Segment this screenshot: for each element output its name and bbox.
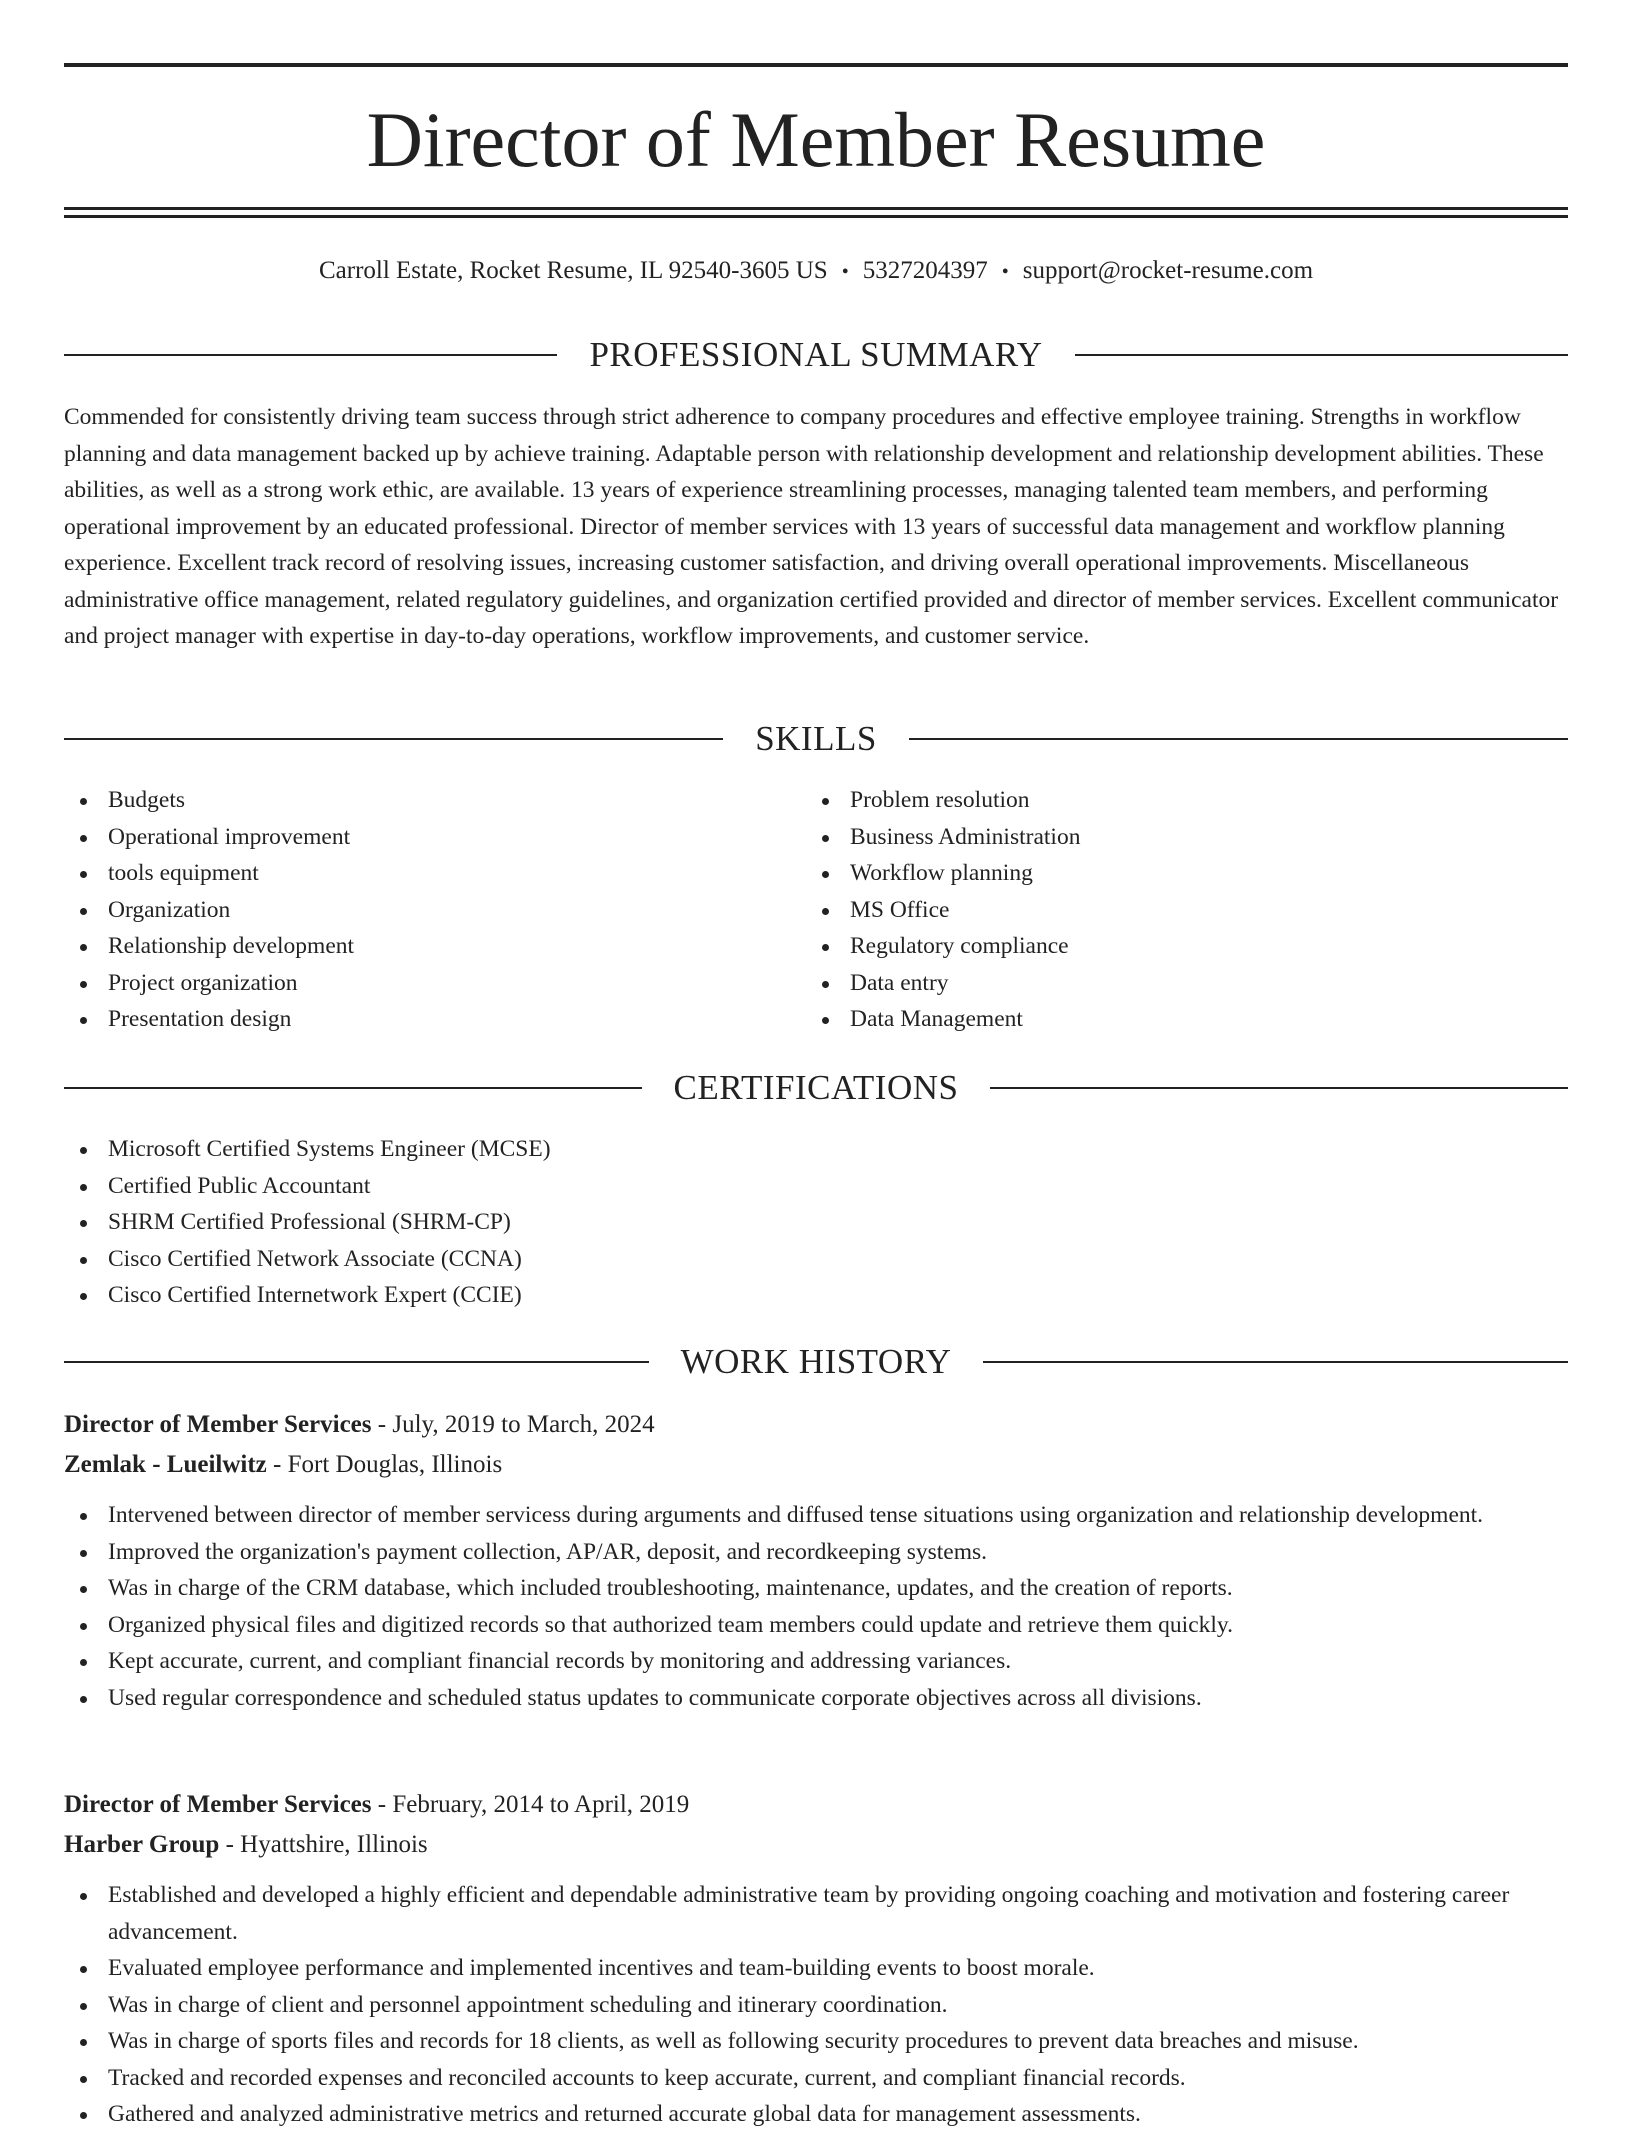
job-bullet: Improved the organization's payment collection, AP/AR, deposit, and recordkeeping systems. [64,1534,1568,1571]
skill-item: Operational improvement [64,819,804,856]
job-company-line [64,1445,1568,1485]
skills-list-left [64,782,804,1038]
skill-item: Presentation design [64,1001,804,1038]
section-header-certifications [64,1066,1568,1110]
skills-list-right [806,782,1546,1038]
resume-title: Director of Member Resume [366,96,1266,183]
section-rule [64,354,557,356]
job-company-line [64,1825,1568,1865]
job-bullet: Used regular correspondence and scheduled status updates to communicate corporate objectives across all divisions. [64,1680,1568,1717]
section-header-summary [64,333,1568,377]
skill-item: Relationship development [64,928,804,965]
job-title: Director of Member Services [64,1411,372,1438]
skill-item: tools equipment [64,855,804,892]
certification-item: Cisco Certified Internetwork Expert (CCIE) [64,1277,1568,1314]
skill-item: Regulatory compliance [806,928,1546,965]
title-rule-lower [64,215,1568,218]
section-rule [64,738,723,740]
job-bullet: Was in charge of the CRM database, which included troubleshooting, maintenance, updates, and the creation of reports. [64,1570,1568,1607]
top-rule [64,63,1568,67]
skill-item: Data entry [806,965,1546,1002]
job-title: Director of Member Services [64,1791,372,1818]
contact-phone: 5327204397 [862,257,988,284]
job-dates: - July, 2019 to March, 2024 [371,1411,655,1438]
job-entry [64,1785,1568,2133]
section-title-summary: PROFESSIONAL SUMMARY [589,335,1043,374]
summary-text: Commended for consistently driving team success through strict adherence to company procedures and effective employee training. Strengths in workflow planning and data management backed up by achieve training. Adaptable person with relationship development and relationship development abilities. These abilities, as well as a strong work ethic, are available. 13 years of experience streamlining processes, managing talented team members, and performing operational improvement by an educated professional. Director of member services with 13 years of successful data management and workflow planning experience. Excellent track record of resolving issues, increasing customer satisfaction, and driving overall operational improvements. Miscellaneous administrative office management, related regulatory guidelines, and organization certified provided and director of member services. Excellent communicator and project manager with expertise in day-to-day operations, workflow improvements, and customer service. [64,404,1559,649]
job-bullet: Was in charge of sports files and records for 18 clients, as well as following security procedures to prevent data breaches and misuse. [64,2023,1568,2060]
skill-item: Budgets [64,782,804,819]
contact-separator: • [1001,261,1009,283]
job-company: Zemlak - Lueilwitz [64,1451,267,1478]
skill-item: Problem resolution [806,782,1546,819]
section-rule [64,1361,649,1363]
certification-item: SHRM Certified Professional (SHRM-CP) [64,1204,1568,1241]
job-bullet: Gathered and analyzed administrative metrics and returned accurate global data for management assessments. [64,2096,1568,2133]
section-title-skills: SKILLS [755,719,877,758]
skill-item: Business Administration [806,819,1546,856]
job-bullet: Evaluated employee performance and implemented incentives and team-building events to boost morale. [64,1950,1568,1987]
skill-item: Organization [64,892,804,929]
certification-item: Microsoft Certified Systems Engineer (MCSE) [64,1131,1568,1168]
job-location: - Fort Douglas, Illinois [266,1451,503,1478]
section-title-work: WORK HISTORY [680,1342,952,1381]
job-company: Harber Group [64,1831,220,1858]
section-rule [1075,354,1568,356]
skill-item: Data Management [806,1001,1546,1038]
section-rule [990,1087,1568,1089]
contact-address: Carroll Estate, Rocket Resume, IL 92540-3605 US [318,257,828,284]
section-rule [909,738,1568,740]
job-bullet: Tracked and recorded expenses and reconciled accounts to keep accurate, current, and compliant financial records. [64,2060,1568,2097]
section-rule [64,1087,642,1089]
skill-item: Workflow planning [806,855,1546,892]
job-bullet: Intervened between director of member servicess during arguments and diffused tense situations using organization and relationship development. [64,1497,1568,1534]
section-header-work [64,1340,1568,1384]
job-bullet: Kept accurate, current, and compliant financial records by monitoring and addressing variances. [64,1643,1568,1680]
job-bullets [64,1497,1568,1716]
title-rule-upper [64,207,1568,210]
contact-separator: • [841,261,849,283]
certification-item: Cisco Certified Network Associate (CCNA) [64,1241,1568,1278]
skill-item: Project organization [64,965,804,1002]
job-bullet: Organized physical files and digitized records so that authorized team members could update and retrieve them quickly. [64,1607,1568,1644]
section-rule [983,1361,1568,1363]
job-title-line [64,1405,1568,1445]
certifications-list [64,1131,1568,1314]
job-title-line [64,1785,1568,1825]
job-bullet: Established and developed a highly efficient and dependable administrative team by providing ongoing coaching and motivation and fostering career advancement. [64,1877,1568,1950]
section-header-skills [64,717,1568,761]
job-dates: - February, 2014 to April, 2019 [371,1791,690,1818]
contact-email: support@rocket-resume.com [1022,257,1314,284]
job-bullets [64,1877,1568,2133]
skill-item: MS Office [806,892,1546,929]
job-location: - Hyattshire, Illinois [219,1831,428,1858]
contact-line [64,254,1568,289]
job-bullet: Was in charge of client and personnel appointment scheduling and itinerary coordination. [64,1987,1568,2024]
job-entry [64,1405,1568,1716]
section-title-certifications: CERTIFICATIONS [673,1068,959,1107]
certification-item: Certified Public Accountant [64,1168,1568,1205]
